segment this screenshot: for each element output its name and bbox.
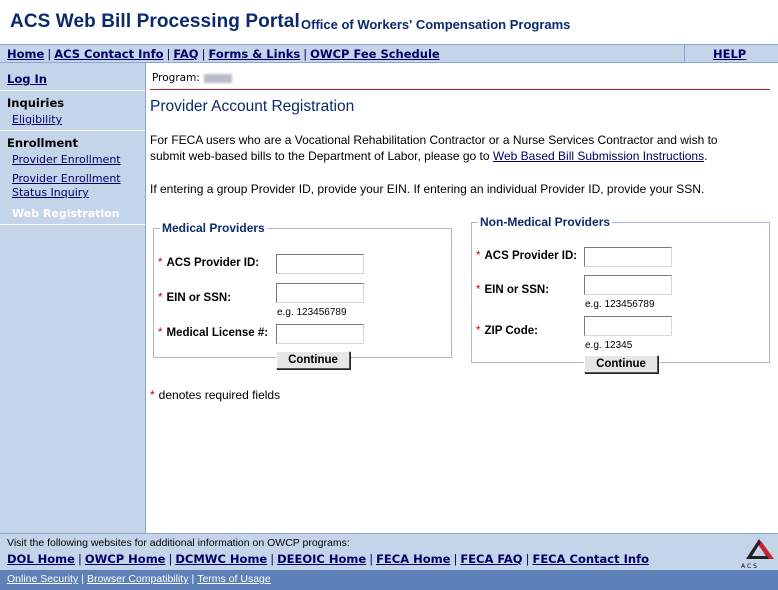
bottom-separator: | — [81, 573, 84, 585]
required-marker: * — [476, 250, 481, 262]
label-text: EIN or SSN: — [484, 284, 550, 296]
top-nav-links — [7, 47, 440, 61]
label-text: ACS Provider ID: — [484, 250, 578, 262]
footer-dcmwc-home-link[interactable]: DCMWC Home — [175, 552, 268, 566]
main-content — [146, 63, 778, 533]
nav-separator: | — [47, 47, 52, 61]
sidebar-item-label: Provider Enrollment — [12, 172, 121, 185]
medical-ein-label — [158, 292, 231, 304]
label-text: ZIP Code: — [484, 325, 538, 337]
sidebar-item-web-registration[interactable]: Web Registration — [12, 207, 120, 220]
required-marker: * — [158, 327, 163, 339]
nav-forms-links-link[interactable]: Forms & Links — [208, 47, 301, 61]
nonmedical-zip-input[interactable] — [584, 316, 672, 336]
medical-license-input[interactable] — [276, 324, 364, 344]
top-nav-bar — [0, 44, 778, 63]
label-text: EIN or SSN: — [166, 292, 232, 304]
feca-instructions-text: For FECA users who are a Vocational Rehabilitation Contractor or a Nurse Services Contractor and wish to submit web-based bills to the Department of Labor, please go to — [150, 133, 718, 163]
online-security-link[interactable]: Online Security — [7, 573, 79, 585]
nonmedical-zip-example: e.g. 12345 — [585, 340, 633, 351]
nonmedical-ein-label — [476, 284, 549, 296]
bottom-separator: | — [191, 573, 195, 585]
footer-separator: | — [525, 552, 530, 566]
nav-home-link[interactable]: Home — [7, 47, 45, 61]
required-marker: * — [158, 257, 163, 269]
label-text: ACS Provider ID: — [166, 257, 260, 269]
medical-continue-button[interactable]: Continue — [276, 351, 350, 369]
nav-acs-contact-link[interactable]: ACS Contact Info — [54, 47, 164, 61]
program-label: Program: — [152, 72, 200, 84]
acs-logo-text: A C S — [741, 563, 757, 569]
required-marker: * — [158, 292, 163, 304]
nonmedical-ein-example: e.g. 123456789 — [585, 299, 655, 310]
header — [0, 0, 778, 44]
sidebar-item-label: Status Inquiry — [12, 186, 89, 199]
bottom-bar — [0, 570, 778, 590]
required-fields-note — [150, 388, 280, 402]
nav-separator: | — [201, 47, 206, 61]
portal-subtitle: Office of Workers' Compensation Programs — [301, 17, 571, 32]
footer-intro: Visit the following websites for additional information on OWCP programs: — [7, 537, 350, 549]
nav-fee-schedule-link[interactable]: OWCP Fee Schedule — [310, 47, 440, 61]
footer-separator: | — [453, 552, 458, 566]
terms-of-usage-link[interactable]: Terms of Usage — [197, 573, 271, 585]
sidebar-item-enrollment-status-inquiry[interactable] — [12, 172, 121, 200]
sidebar-section-inquiries: Inquiries — [7, 96, 65, 110]
nonmedical-continue-button[interactable]: Continue — [584, 355, 658, 373]
program-indicator — [152, 72, 232, 84]
non-medical-providers-legend: Non-Medical Providers — [480, 215, 611, 229]
required-note-text: denotes required fields — [158, 388, 281, 402]
login-link[interactable]: Log In — [7, 72, 47, 86]
footer-separator: | — [168, 552, 173, 566]
required-marker: * — [476, 284, 481, 296]
feca-instructions-paragraph — [150, 132, 750, 164]
header-divider — [150, 89, 770, 90]
footer-owcp-home-link[interactable]: OWCP Home — [84, 552, 166, 566]
medical-ein-input[interactable] — [276, 283, 364, 303]
help-link[interactable]: HELP — [713, 47, 747, 61]
medical-license-label — [158, 327, 268, 339]
footer-separator: | — [77, 552, 82, 566]
footer-feca-contact-link[interactable]: FECA Contact Info — [532, 552, 649, 566]
nonmedical-ein-input[interactable] — [584, 275, 672, 295]
required-marker: * — [150, 388, 155, 402]
nav-separator: | — [303, 47, 308, 61]
label-text: Medical License #: — [166, 327, 269, 339]
portal-title: ACS Web Bill Processing Portal — [10, 11, 300, 32]
non-medical-providers-fieldset — [471, 215, 770, 370]
footer-deeoic-home-link[interactable]: DEEOIC Home — [277, 552, 367, 566]
nav-faq-link[interactable]: FAQ — [173, 47, 199, 61]
sidebar-divider — [0, 130, 145, 131]
medical-providers-legend: Medical Providers — [162, 221, 265, 235]
sidebar — [0, 63, 146, 533]
sidebar-section-enrollment: Enrollment — [7, 136, 78, 150]
footer — [0, 533, 778, 570]
bottom-links — [7, 573, 271, 585]
medical-providers-fieldset — [153, 221, 452, 366]
footer-separator: | — [369, 552, 374, 566]
medical-provider-id-input[interactable] — [276, 254, 364, 274]
browser-compatibility-link[interactable]: Browser Compatibility — [86, 573, 189, 585]
web-bill-submission-link[interactable]: Web Based Bill Submission Instructions — [492, 149, 705, 163]
required-marker: * — [476, 325, 481, 337]
nonmedical-provider-id-input[interactable] — [584, 247, 672, 267]
nav-separator: | — [166, 47, 171, 61]
nonmedical-zip-label — [476, 325, 538, 337]
page-title: Provider Account Registration — [150, 98, 355, 115]
footer-dol-home-link[interactable]: DOL Home — [7, 552, 75, 566]
sidebar-divider — [0, 224, 145, 225]
program-value-redacted — [204, 74, 232, 83]
provider-id-instructions: If entering a group Provider ID, provide your EIN. If entering an individual Provider ID, provide your SSN. — [150, 182, 705, 196]
nonmedical-provider-id-label — [476, 250, 577, 262]
sidebar-item-provider-enrollment[interactable]: Provider Enrollment — [12, 153, 121, 166]
footer-feca-faq-link[interactable]: FECA FAQ — [460, 552, 523, 566]
sidebar-item-eligibility[interactable]: Eligibility — [12, 113, 63, 126]
medical-provider-id-label — [158, 257, 259, 269]
paragraph-end: . — [704, 149, 708, 163]
sidebar-login-section — [0, 68, 145, 91]
medical-ein-example: e.g. 123456789 — [277, 307, 347, 318]
footer-links — [7, 552, 649, 566]
acs-logo-icon — [740, 537, 776, 569]
footer-separator: | — [270, 552, 275, 566]
help-area — [684, 45, 778, 62]
footer-feca-home-link[interactable]: FECA Home — [376, 552, 451, 566]
